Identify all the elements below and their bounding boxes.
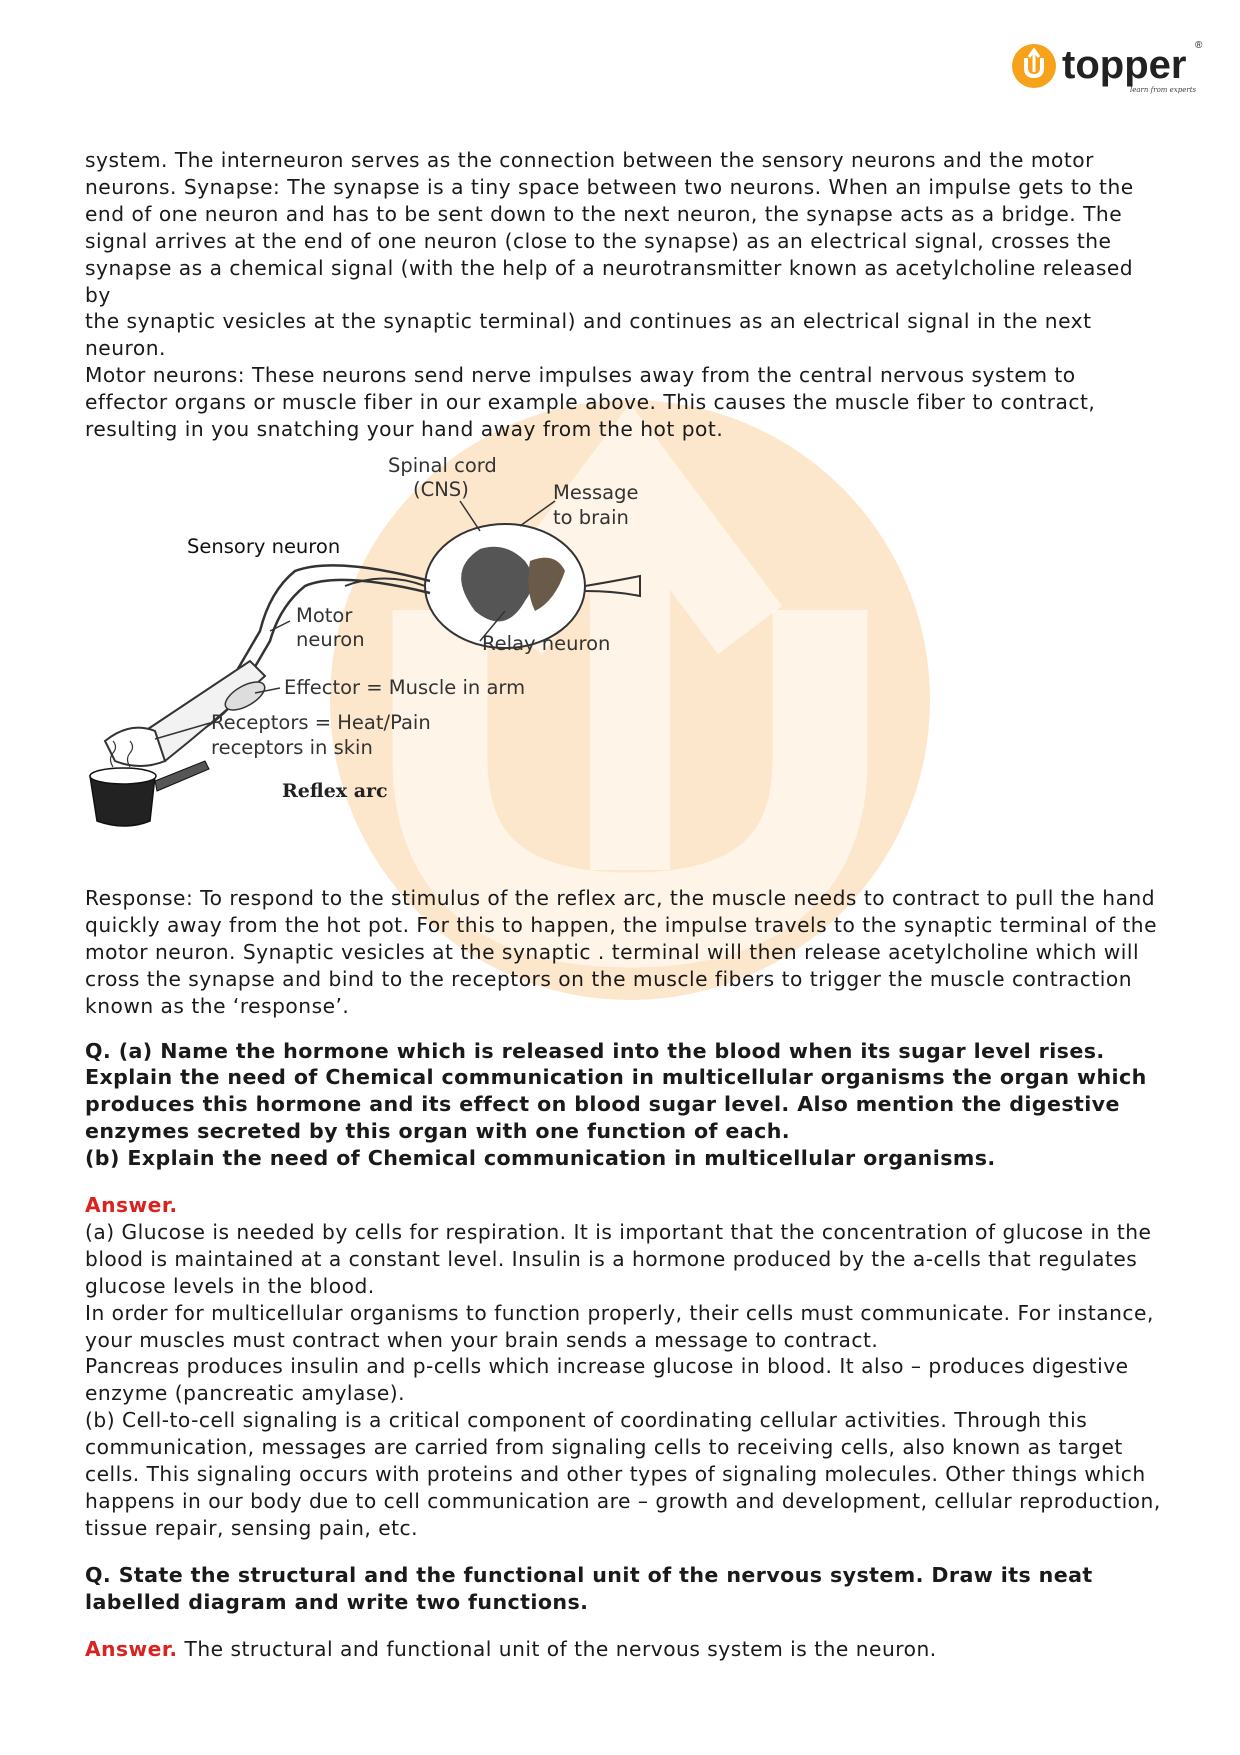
page-content [85, 147, 1165, 1663]
question-2: Q. State the structural and the functional unit of the nervous system. Draw its neat labelled diagram and write two functions. [85, 1562, 1093, 1614]
topper-logo-icon [1010, 38, 1210, 108]
reflex-arc-illustration [85, 461, 785, 881]
answer-2-text: The structural and functional unit of the nervous system is the neuron. [177, 1636, 937, 1661]
label-to-brain: to brain [553, 505, 629, 529]
reflex-arc-diagram [85, 453, 785, 881]
answer-1-label-line [85, 1192, 1165, 1219]
brand-logo [1010, 38, 1210, 108]
label-neuron: neuron [296, 627, 365, 651]
logo-text: topper [1062, 43, 1187, 87]
answer-2 [85, 1636, 1165, 1663]
answer-1-label: Answer. [85, 1193, 178, 1218]
diagram-caption: Reflex arc [282, 779, 388, 802]
label-cns: (CNS) [413, 477, 469, 501]
label-message: Message [553, 480, 639, 504]
label-spinal-cord: Spinal cord [388, 453, 497, 477]
label-relay-neuron: Relay neuron [482, 631, 611, 655]
logo-registered: ® [1195, 40, 1203, 51]
paragraph-interneuron: system. The interneuron serves as the connection between the sensory neurons and the motor neurons. Synapse: The synapse is a tiny space between two neurons. When an impulse gets to the end of one neuron and has to be sent down to the next neuron, the synapse acts as a bridge. The signal arrives at the end of one neuron (close to the synapse) as an electrical signal, crosses the synapse as a chemical signal (with the help of a neurotransmitter known as acetylcholine released by the synaptic vesicles at the synaptic terminal) and continues as an electrical signal in the next neuron. [85, 148, 1134, 361]
paragraph-motor-neurons: Motor neurons: These neurons send nerve impulses away from the central nervous system to effector organs or muscle fiber in our example above. This causes the muscle fiber to contract, resulting in you snatching your hand away from the hot pot. [85, 363, 1096, 442]
answer-1-text: (a) Glucose is needed by cells for respiration. It is important that the concentration of glucose in the blood is maintained at a constant level. Insulin is a hormone produced by the a-cells that regulates glucose levels in the blood. In order for multicellular organisms to function properly, their cells must communicate. For instance, your muscles must contract when your brain sends a message to contract. Pancreas produces insulin and p-cells which increase glucose in blood. It also – produces digestive enzyme (pancreatic amylase). (b) Cell-to-cell signaling is a critical component of coordinating cellular activities. Through this communication, messages are carried from signaling cells to receiving cells, also known as target cells. This signaling occurs with proteins and other types of signaling molecules. Other things which happens in our body due to cell communication are – growth and development, cellular reproduction, tissue repair, sensing pain, etc. [85, 1219, 1161, 1540]
answer-2-label: Answer. [85, 1636, 178, 1661]
label-sensory-neuron: Sensory neuron [187, 534, 341, 558]
label-receptors: Receptors = Heat/Pain [211, 710, 431, 734]
label-motor: Motor [296, 603, 353, 627]
logo-tagline: learn from experts [1130, 86, 1197, 94]
question-1: Q. (a) Name the hormone which is released into the blood when its sugar level rises. Explain the need of Chemical communication in multicellular organisms the organ which produces this hormone and its effect on blood sugar level. Also mention the digestive enzymes secreted by this organ with one function of each. (b) Explain the need of Chemical communication in multicellular organisms. [85, 1038, 1147, 1171]
label-effector: Effector = Muscle in arm [284, 675, 526, 699]
paragraph-response: Response: To respond to the stimulus of the reflex arc, the muscle needs to contract to pull the hand quickly away from the hot pot. For this to happen, the impulse travels to the synaptic terminal of the motor neuron. Synaptic vesicles at the synaptic . terminal will then release acetylcholine which will cross the synapse and bind to the receptors on the muscle fibers to trigger the muscle contraction known as the ‘response’. [85, 885, 1158, 1018]
label-receptors-skin: receptors in skin [211, 735, 373, 759]
